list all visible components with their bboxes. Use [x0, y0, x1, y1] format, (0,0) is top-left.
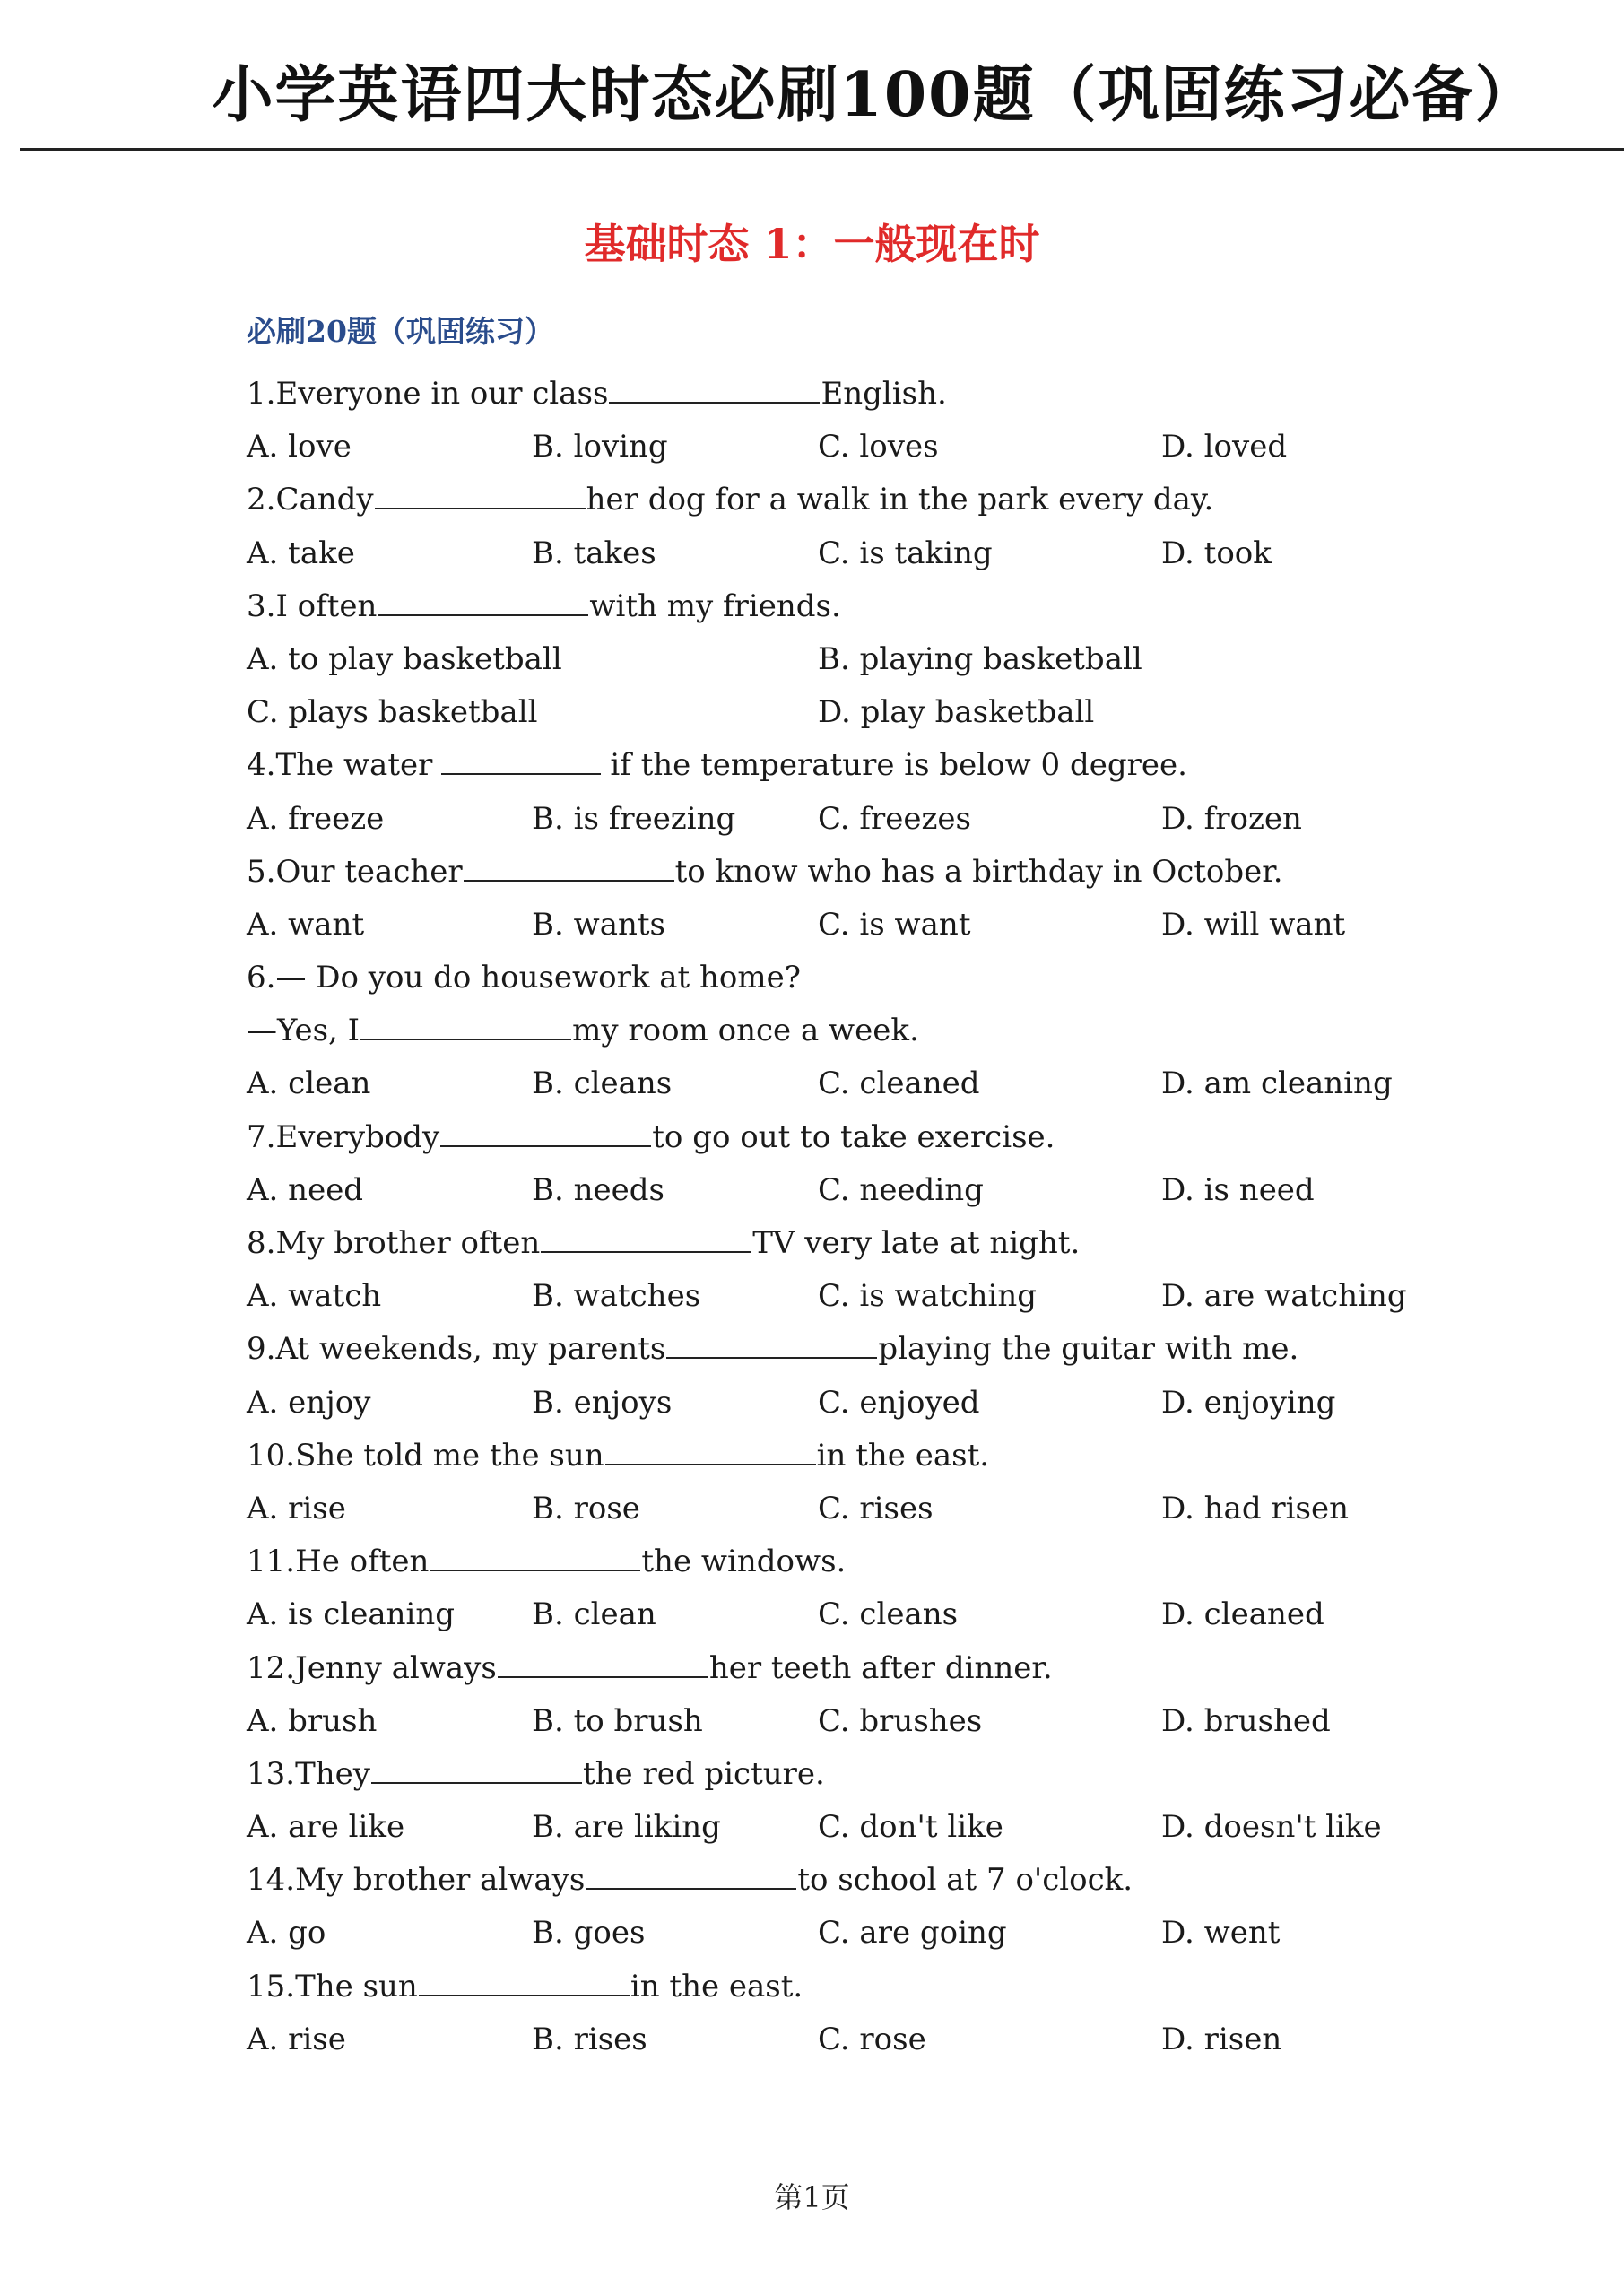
answer-blank	[378, 586, 588, 616]
options-row	[247, 633, 1466, 686]
options-row	[247, 1588, 1466, 1641]
question-stem	[247, 368, 1466, 421]
question-text-after: her dog for a walk in the park every day.	[586, 482, 1214, 518]
options-row	[247, 1483, 1466, 1535]
answer-option: B. is freezing	[532, 800, 736, 837]
options-row	[247, 686, 1466, 739]
answer-option: D. took	[1161, 535, 1272, 571]
answer-blank	[419, 1966, 630, 1996]
question-text-before: 3.I often	[247, 587, 378, 624]
question-text-after: to go out to take exercise.	[652, 1118, 1055, 1155]
answer-option: C. don't like	[818, 1809, 1003, 1846]
answer-option: C. enjoyed	[818, 1384, 980, 1421]
answer-option: B. loving	[532, 429, 668, 465]
question-stem	[247, 1323, 1466, 1376]
question-text-before: 11.He often	[247, 1544, 430, 1580]
question-text-before: 14.My brother always	[247, 1862, 586, 1899]
question-text-before: 7.Everybody	[247, 1118, 440, 1155]
answer-option: C. is want	[818, 906, 971, 943]
question-text-after: to school at 7 o'clock.	[797, 1862, 1133, 1899]
answer-option: B. goes	[532, 1915, 646, 1952]
answer-option: A. rise	[247, 1490, 346, 1526]
answer-option: D. went	[1161, 1915, 1281, 1952]
page-title: 小学英语四大时态必刷100题（巩固练习必备）	[212, 59, 1538, 131]
answer-option: C. cleaned	[818, 1065, 980, 1102]
answer-blank	[375, 479, 586, 509]
answer-option: C. are going	[818, 1915, 1007, 1952]
answer-option: A. love	[247, 429, 352, 465]
question-stem	[247, 580, 1466, 633]
answer-blank	[360, 1010, 571, 1040]
answer-option: D. doesn't like	[1161, 1809, 1382, 1846]
question-text-before: 8.My brother often	[247, 1225, 541, 1261]
answer-option: D. is need	[1161, 1171, 1315, 1208]
options-row	[247, 421, 1466, 474]
options-row	[247, 1801, 1466, 1854]
answer-option: B. wants	[532, 906, 665, 943]
answer-blank	[430, 1541, 640, 1571]
options-row	[247, 1270, 1466, 1323]
question-stem	[247, 1642, 1466, 1695]
answer-option: C. needing	[818, 1171, 984, 1208]
answer-option: A. clean	[247, 1065, 371, 1102]
answer-option: C. rises	[818, 1490, 934, 1526]
options-row	[247, 2013, 1466, 2066]
question-stem	[247, 1430, 1466, 1483]
question-stem	[247, 1748, 1466, 1801]
answer-option: A. rise	[247, 2021, 346, 2057]
answer-option: A. freeze	[247, 800, 385, 837]
answer-option: A. take	[247, 535, 355, 571]
question-text-after: if the temperature is below 0 degree.	[610, 747, 1187, 784]
answer-option: D. enjoying	[1161, 1384, 1336, 1421]
question-list	[247, 368, 1466, 2066]
answer-option: B. are liking	[532, 1809, 721, 1846]
question-text-after: my room once a week.	[572, 1013, 919, 1049]
options-row	[247, 1057, 1466, 1110]
question-text-after: her teeth after dinner.	[708, 1649, 1053, 1686]
answer-option: C. brushes	[818, 1702, 983, 1739]
question-text-after: to know who has a birthday in October.	[674, 853, 1283, 890]
question-stem	[247, 1854, 1466, 1907]
question-text-before: 2.Candy	[247, 482, 374, 518]
answer-option: D. play basketball	[818, 694, 1095, 731]
answer-option: B. clean	[532, 1596, 656, 1633]
answer-option: A. is cleaning	[247, 1596, 456, 1633]
answer-option: B. needs	[532, 1171, 664, 1208]
options-row	[247, 793, 1466, 846]
options-row	[247, 899, 1466, 952]
question-text-before: —Yes, I	[247, 1013, 360, 1049]
question-text-before: 10.She told me the sun	[247, 1437, 604, 1474]
answer-option: A. to play basketball	[247, 640, 562, 677]
question-text-after: the windows.	[641, 1544, 847, 1580]
page-number: 第1页	[774, 2180, 850, 2214]
answer-option: D. had risen	[1161, 1490, 1349, 1526]
question-text-before: 13.They	[247, 1755, 370, 1792]
answer-option: D. cleaned	[1161, 1596, 1324, 1633]
answer-option: B. takes	[532, 535, 656, 571]
question-prompt: 6.— Do you do housework at home?	[247, 960, 801, 996]
subsection-heading: 必刷20题（巩固练习）	[247, 314, 554, 349]
answer-blank	[609, 373, 820, 404]
answer-option: B. rose	[532, 1490, 640, 1526]
question-stem	[247, 1111, 1466, 1164]
question-stem	[247, 1535, 1466, 1588]
answer-option: A. brush	[247, 1702, 378, 1739]
answer-option: C. cleans	[818, 1596, 959, 1633]
answer-option: A. watch	[247, 1278, 382, 1315]
answer-option: C. loves	[818, 429, 939, 465]
question-text-before: 1.Everyone in our class	[247, 376, 609, 412]
answer-blank	[441, 744, 601, 775]
question-text-after: with my friends.	[589, 587, 841, 624]
answer-blank	[371, 1753, 582, 1784]
question-text-after: in the east.	[816, 1437, 990, 1474]
answer-option: B. to brush	[532, 1702, 703, 1739]
question-text-before: 5.Our teacher	[247, 853, 463, 890]
options-row	[247, 1377, 1466, 1430]
answer-option: D. am cleaning	[1161, 1065, 1393, 1102]
answer-option: C. plays basketball	[247, 694, 538, 731]
answer-option: C. is taking	[818, 535, 993, 571]
answer-blank	[605, 1435, 816, 1465]
answer-blank	[440, 1117, 651, 1147]
question-stem	[247, 739, 1466, 792]
answer-option: D. risen	[1161, 2021, 1282, 2057]
question-text-after: the red picture.	[582, 1755, 825, 1792]
answer-blank	[666, 1328, 877, 1359]
title-divider	[20, 148, 1624, 151]
question-text-after: in the east.	[630, 1968, 803, 2005]
answer-option: A. need	[247, 1171, 364, 1208]
question-text-after: English.	[821, 376, 947, 412]
question-stem	[247, 1004, 1466, 1057]
answer-blank	[541, 1222, 751, 1253]
answer-option: B. rises	[532, 2021, 647, 2057]
answer-option: B. watches	[532, 1278, 701, 1315]
question-text-before: 12.Jenny always	[247, 1649, 497, 1686]
answer-option: A. go	[247, 1915, 326, 1952]
question-text-before: 4.The water	[247, 747, 433, 784]
answer-option: A. enjoy	[247, 1384, 371, 1421]
answer-blank	[498, 1648, 708, 1678]
answer-option: C. is watching	[818, 1278, 1038, 1315]
question-stem	[247, 474, 1466, 526]
question-stem	[247, 1961, 1466, 2013]
question-text-after: TV very late at night.	[752, 1225, 1081, 1261]
answer-blank	[586, 1859, 796, 1890]
answer-option: D. are watching	[1161, 1278, 1407, 1315]
question-text-before: 15.The sun	[247, 1968, 418, 2005]
answer-option: B. enjoys	[532, 1384, 673, 1421]
options-row	[247, 1695, 1466, 1748]
answer-option: D. loved	[1161, 429, 1288, 465]
options-row	[247, 527, 1466, 580]
answer-option: C. freezes	[818, 800, 971, 837]
answer-option: B. playing basketball	[818, 640, 1142, 677]
question-text-before: 9.At weekends, my parents	[247, 1331, 666, 1368]
answer-option: D. will want	[1161, 906, 1346, 943]
answer-option: C. rose	[818, 2021, 926, 2057]
answer-option: A. are like	[247, 1809, 405, 1846]
answer-option: D. brushed	[1161, 1702, 1331, 1739]
options-row	[247, 1164, 1466, 1217]
section-heading: 基础时态 1：一般现在时	[584, 220, 1040, 268]
options-row	[247, 1907, 1466, 1960]
question-stem	[247, 1217, 1466, 1270]
answer-option: A. want	[247, 906, 365, 943]
answer-blank	[464, 851, 674, 882]
answer-option: B. cleans	[532, 1065, 673, 1102]
answer-option: D. frozen	[1161, 800, 1302, 837]
question-text-after: playing the guitar with me.	[878, 1331, 1299, 1368]
question-stem	[247, 846, 1466, 899]
